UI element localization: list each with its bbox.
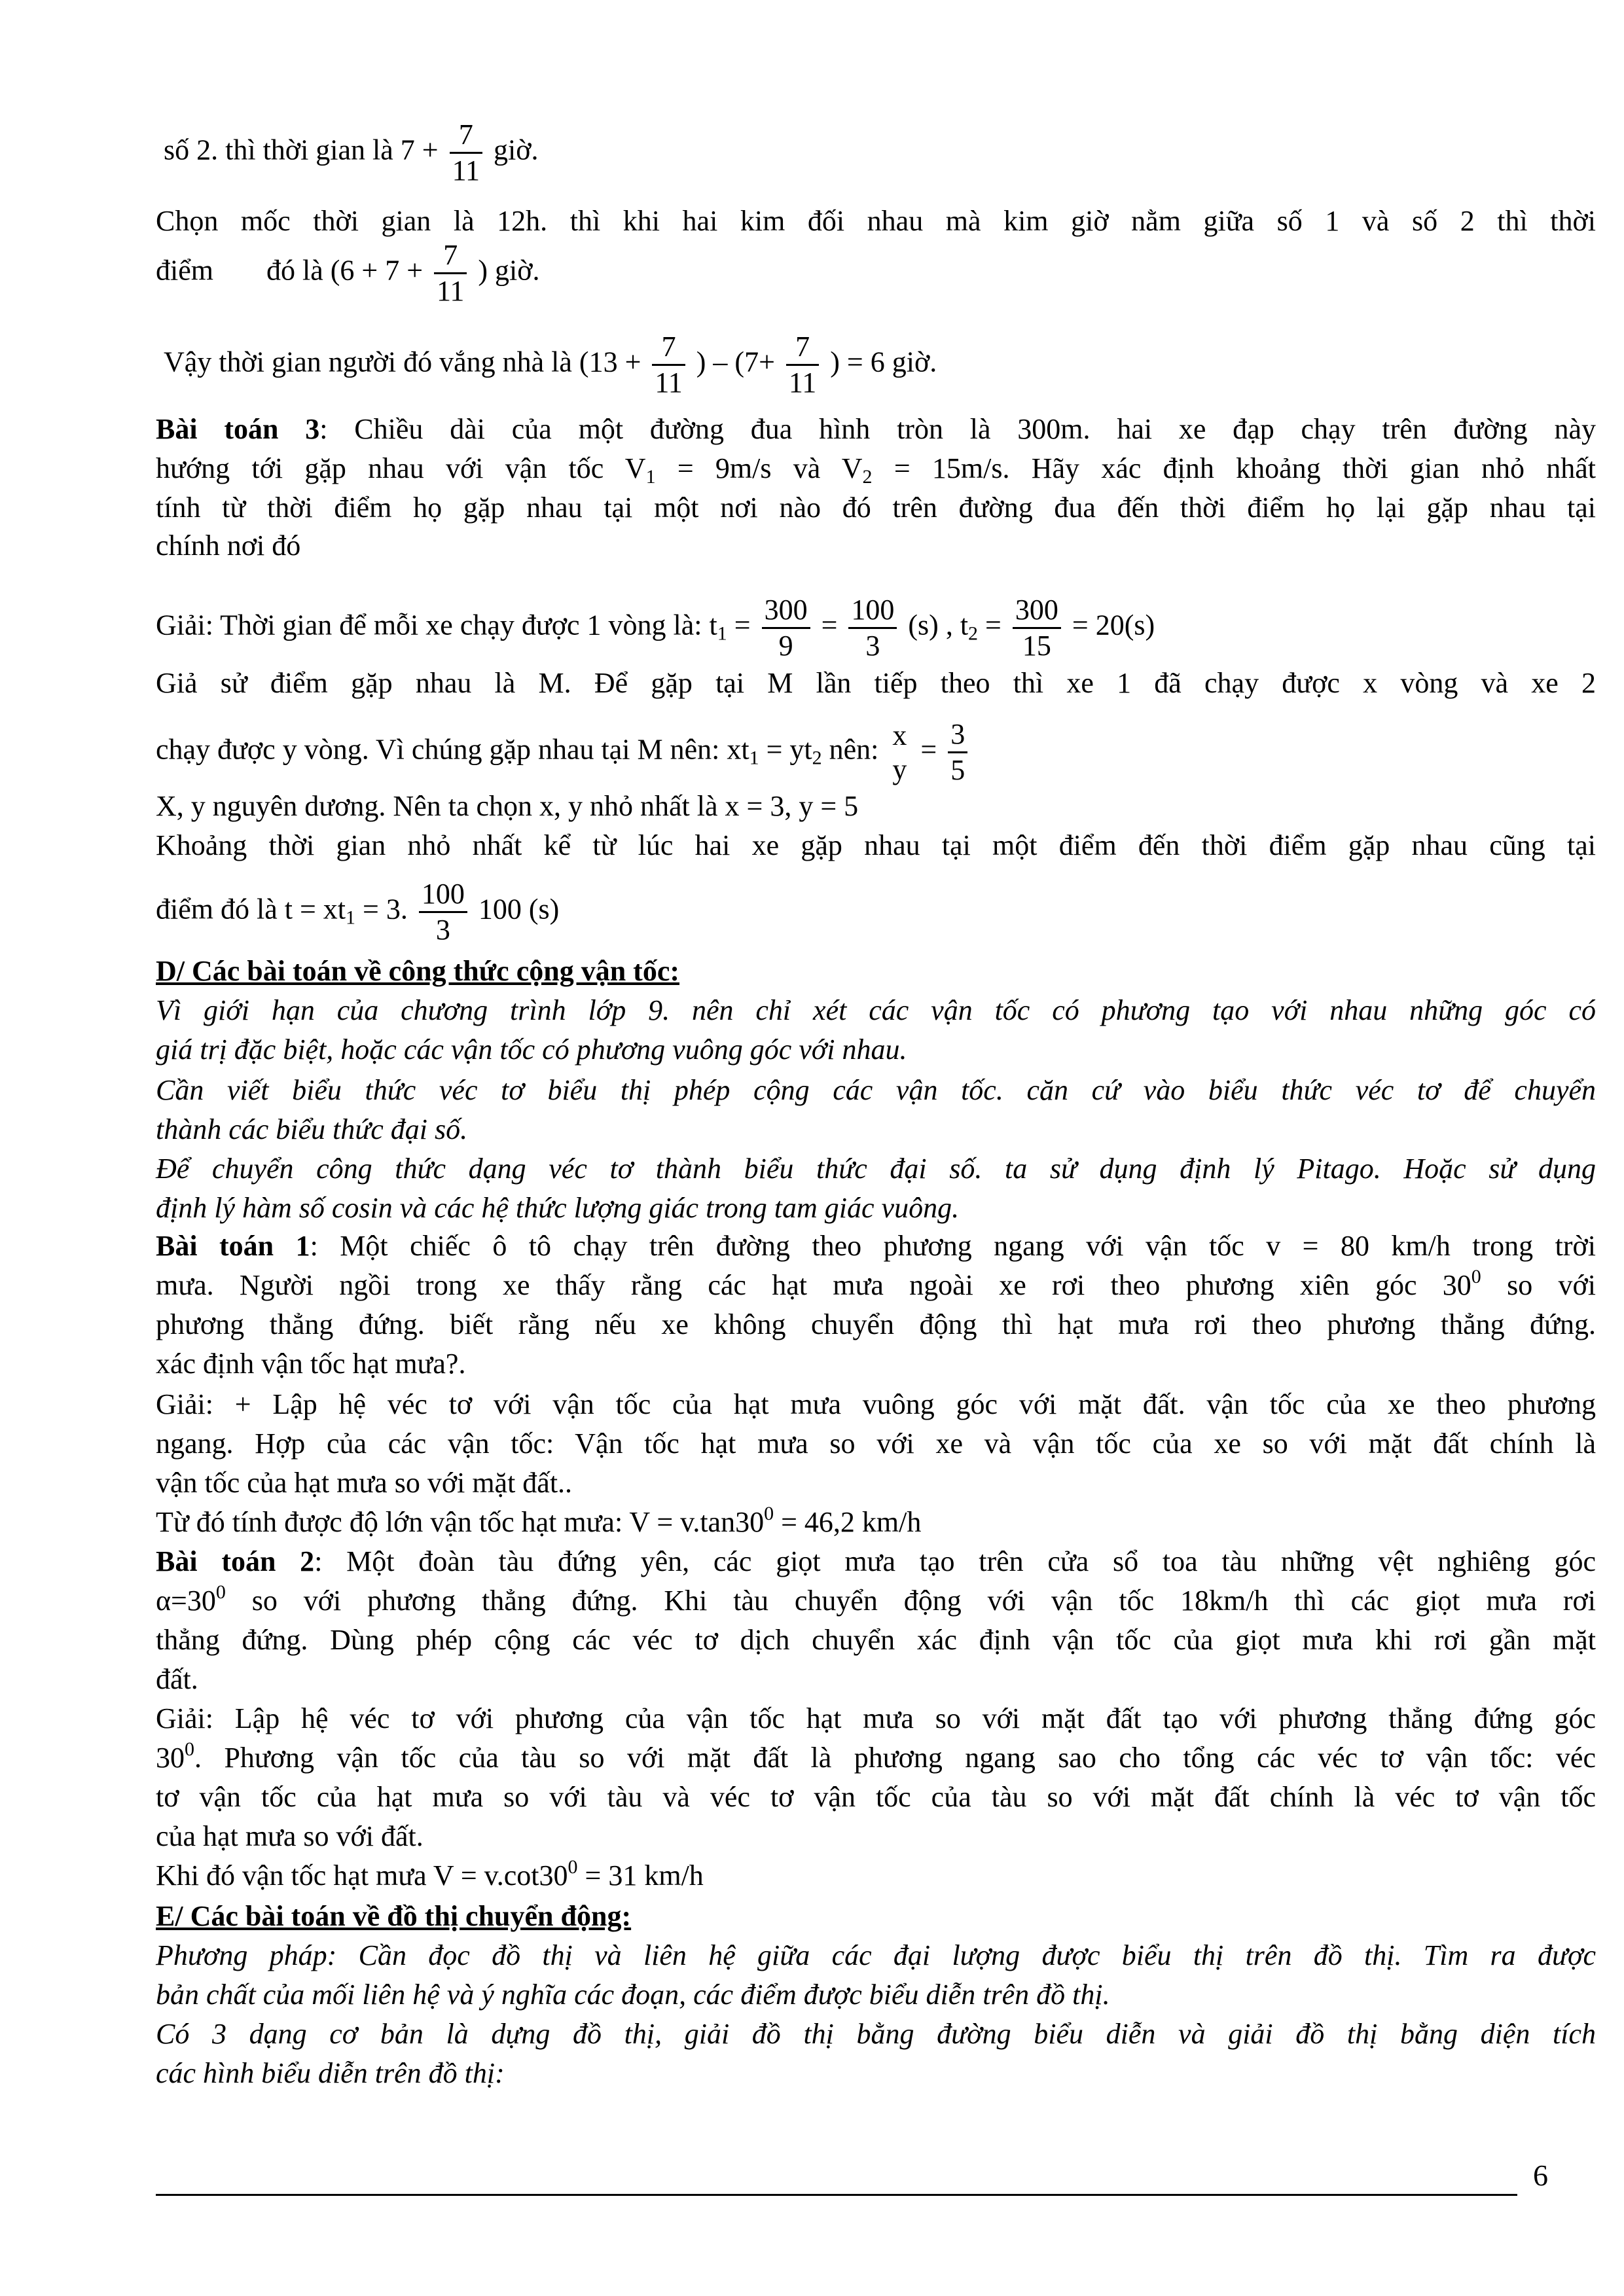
- text-line: chạy được y vòng. Vì chúng gặp nhau tại M nên: $xt_1 = yt_2$ nên: x y = $\frac{3}{5}$: [156, 717, 971, 787]
- text-line: [164, 118, 539, 188]
- text-line: Từ đó tính được độ lớn vận tốc hạt mưa: $V = v.\tan 30^0 = 46,2$ km/h: [156, 1503, 922, 1538]
- text-line: $30^0$. Phương vận tốc của tàu so với mặt đất là phương ngang sao cho tổng các véc tơ vận tốc: véc: [156, 1738, 1596, 1774]
- fraction: $\frac{100}{3}$: [419, 877, 467, 947]
- text-line: thẳng đứng. Dùng phép cộng các véc tơ dịch chuyển xác định vận tốc của giọt mưa khi rơi gần mặt: [156, 1624, 1596, 1656]
- text-line: xác định vận tốc hạt mưa?.: [156, 1348, 466, 1380]
- text-line: mưa. Người ngồi trong xe thấy rằng các hạt mưa ngoài xe rơi theo phương xiên góc $30^0$ so với: [156, 1266, 1596, 1301]
- section-d-heading: D/ Các bài toán về công thức cộng vận tốc:: [156, 955, 680, 987]
- text-line: $\alpha=30^0$ so với phương thẳng đứng. Khi tàu chuyển động với vận tốc 18km/h thì các giọt mưa rơi: [156, 1581, 1596, 1617]
- text-line: của hạt mưa so với đất.: [156, 1820, 424, 1852]
- text: số 2. thì thời gian là 7 +: [164, 134, 439, 166]
- text-line: Khi đó vận tốc hạt mưa $V = v.\cot 30^0 = 31$ km/h: [156, 1856, 704, 1892]
- italic-line: thành các biểu thức đại số.: [156, 1113, 468, 1145]
- italic-line: giá trị đặc biệt, hoặc các vận tốc có phương vuông góc với nhau.: [156, 1033, 907, 1066]
- fraction: $\frac{7}{11}$: [434, 238, 467, 308]
- solution-line: Giải: Lập hệ véc tơ với phương của vận tốc hạt mưa so với mặt đất tạo với phương thẳng đứng góc: [156, 1702, 1596, 1734]
- solution-line: Giải: Thời gian để mỗi xe chạy được 1 vòng là: $t_1$ = $\frac{300}{9}$ = $\frac{100}{3}$ (s) , $t_2$ = $\frac{300}{15}$ = 20(s): [156, 594, 1155, 662]
- text-line: chính nơi đó: [156, 529, 301, 562]
- italic-line: bản chất của mối liên hệ và ý nghĩa các đoạn, các điểm được biểu diễn trên đồ thị.: [156, 1979, 1110, 2011]
- text-line: Chọn mốc thời gian là 12h. thì khi hai kim đối nhau mà kim giờ nằm giữa số 1 và số 2 thì thời: [156, 205, 1596, 237]
- fraction: $\frac{7}{11}$: [786, 330, 819, 400]
- italic-line: Có 3 dạng cơ bản là dựng đồ thị, giải đồ thị bằng đường biểu diễn và giải đồ thị bằng diện tích: [156, 2018, 1596, 2050]
- problem-3-line: Bài toán 3: Chiều dài của một đường đua hình tròn là 300m. hai xe đạp chạy trên đường này: [156, 413, 1596, 445]
- text-line: Giả sử điểm gặp nhau là M. Để gặp tại M lần tiếp theo thì xe 1 đã chạy được x vòng và xe 2: [156, 667, 1596, 699]
- text-line: đất.: [156, 1663, 198, 1695]
- text-line: hướng tới gặp nhau với vận tốc $V_1 = 9m/s$ và $V_2 = 15m/s$. Hãy xác định khoảng thời gian nhỏ nhất: [156, 452, 1596, 488]
- solution-line: Giải: + Lập hệ véc tơ với vận tốc của hạt mưa vuông góc với mặt đất. vận tốc của xe theo phương: [156, 1388, 1596, 1420]
- text-line: tơ vận tốc của hạt mưa so với tàu và véc tơ vận tốc của tàu so với mặt đất chính là véc tơ vận tốc: [156, 1781, 1596, 1813]
- fraction: $\frac{300}{15}$: [1013, 593, 1061, 663]
- section-e-heading: E/ Các bài toán về đồ thị chuyển động:: [156, 1900, 632, 1932]
- text: giờ.: [494, 134, 539, 166]
- text-line: tính từ thời điểm họ gặp nhau tại một nơi nào đó trên đường đua đến thời điểm họ lại gặp nhau tại: [156, 492, 1596, 524]
- italic-line: Phương pháp: Cần đọc đồ thị và liên hệ giữa các đại lượng được biểu thị trên đồ thị. Tìm ra được: [156, 1939, 1596, 1971]
- italic-line: Vì giới hạn của chương trình lớp 9. nên chỉ xét các vận tốc có phương tạo với nhau những góc có: [156, 994, 1596, 1026]
- page-number: 6: [1533, 2159, 1548, 2192]
- text-line: phương thẳng đứng. biết rằng nếu xe không chuyển động thì hạt mưa rơi theo phương thẳng đứng.: [156, 1308, 1596, 1340]
- italic-line: định lý hàm số cosin và các hệ thức lượng giác trong tam giác vuông.: [156, 1192, 960, 1224]
- italic-line: Cần viết biểu thức véc tơ biểu thị phép cộng các vận tốc. căn cứ vào biểu thức véc tơ để chuyển: [156, 1074, 1596, 1106]
- italic-line: các hình biểu diễn trên đồ thị:: [156, 2057, 505, 2089]
- problem-1-line: Bài toán 1: Một chiếc ô tô chạy trên đường theo phương ngang với vận tốc v = 80 km/h trong trời: [156, 1230, 1596, 1262]
- fraction: $\frac{7}{11}$: [652, 330, 685, 400]
- text-line: Vậy thời gian người đó vắng nhà là (13 + $\frac{7}{11}$ ) – (7+ $\frac{7}{11}$ ) = 6 giờ.: [164, 331, 937, 399]
- italic-line: Để chuyển công thức dạng véc tơ thành biểu thức đại số. ta sử dụng định lý Pitago. Hoặc sử dụng: [156, 1153, 1596, 1185]
- fraction: $\frac{100}{3}$: [848, 593, 897, 663]
- problem-2-line: Bài toán 2: Một đoàn tàu đứng yên, các giọt mưa tạo trên cửa sổ toa tàu những vệt nghiêng góc: [156, 1545, 1596, 1577]
- fraction: x y: [892, 719, 907, 785]
- fraction: $\frac{300}{9}$: [762, 593, 810, 663]
- footer-rule: [156, 2194, 1517, 2196]
- text-line: X, y nguyên dương. Nên ta chọn x, y nhỏ nhất là x = 3, y = 5: [156, 790, 859, 822]
- fraction: $\frac{3}{5}$: [948, 717, 967, 787]
- text-line: điểm đó là $t = xt_1 = 3$. $\frac{100}{3}$ 100 (s): [156, 878, 560, 946]
- text-line: điểm đó là (6 + 7 + $\frac{7}{11}$ ) giờ.: [156, 239, 540, 307]
- text-line: vận tốc của hạt mưa so với mặt đất..: [156, 1467, 573, 1499]
- text-line: Khoảng thời gian nhỏ nhất kể từ lúc hai xe gặp nhau tại một điểm đến thời điểm gặp nhau cũng tại: [156, 829, 1596, 861]
- fraction: $\frac{7}{11}$: [450, 118, 482, 188]
- text-line: ngang. Hợp của các vận tốc: Vận tốc hạt mưa so với xe và vận tốc của xe so với mặt đất chính là: [156, 1427, 1596, 1460]
